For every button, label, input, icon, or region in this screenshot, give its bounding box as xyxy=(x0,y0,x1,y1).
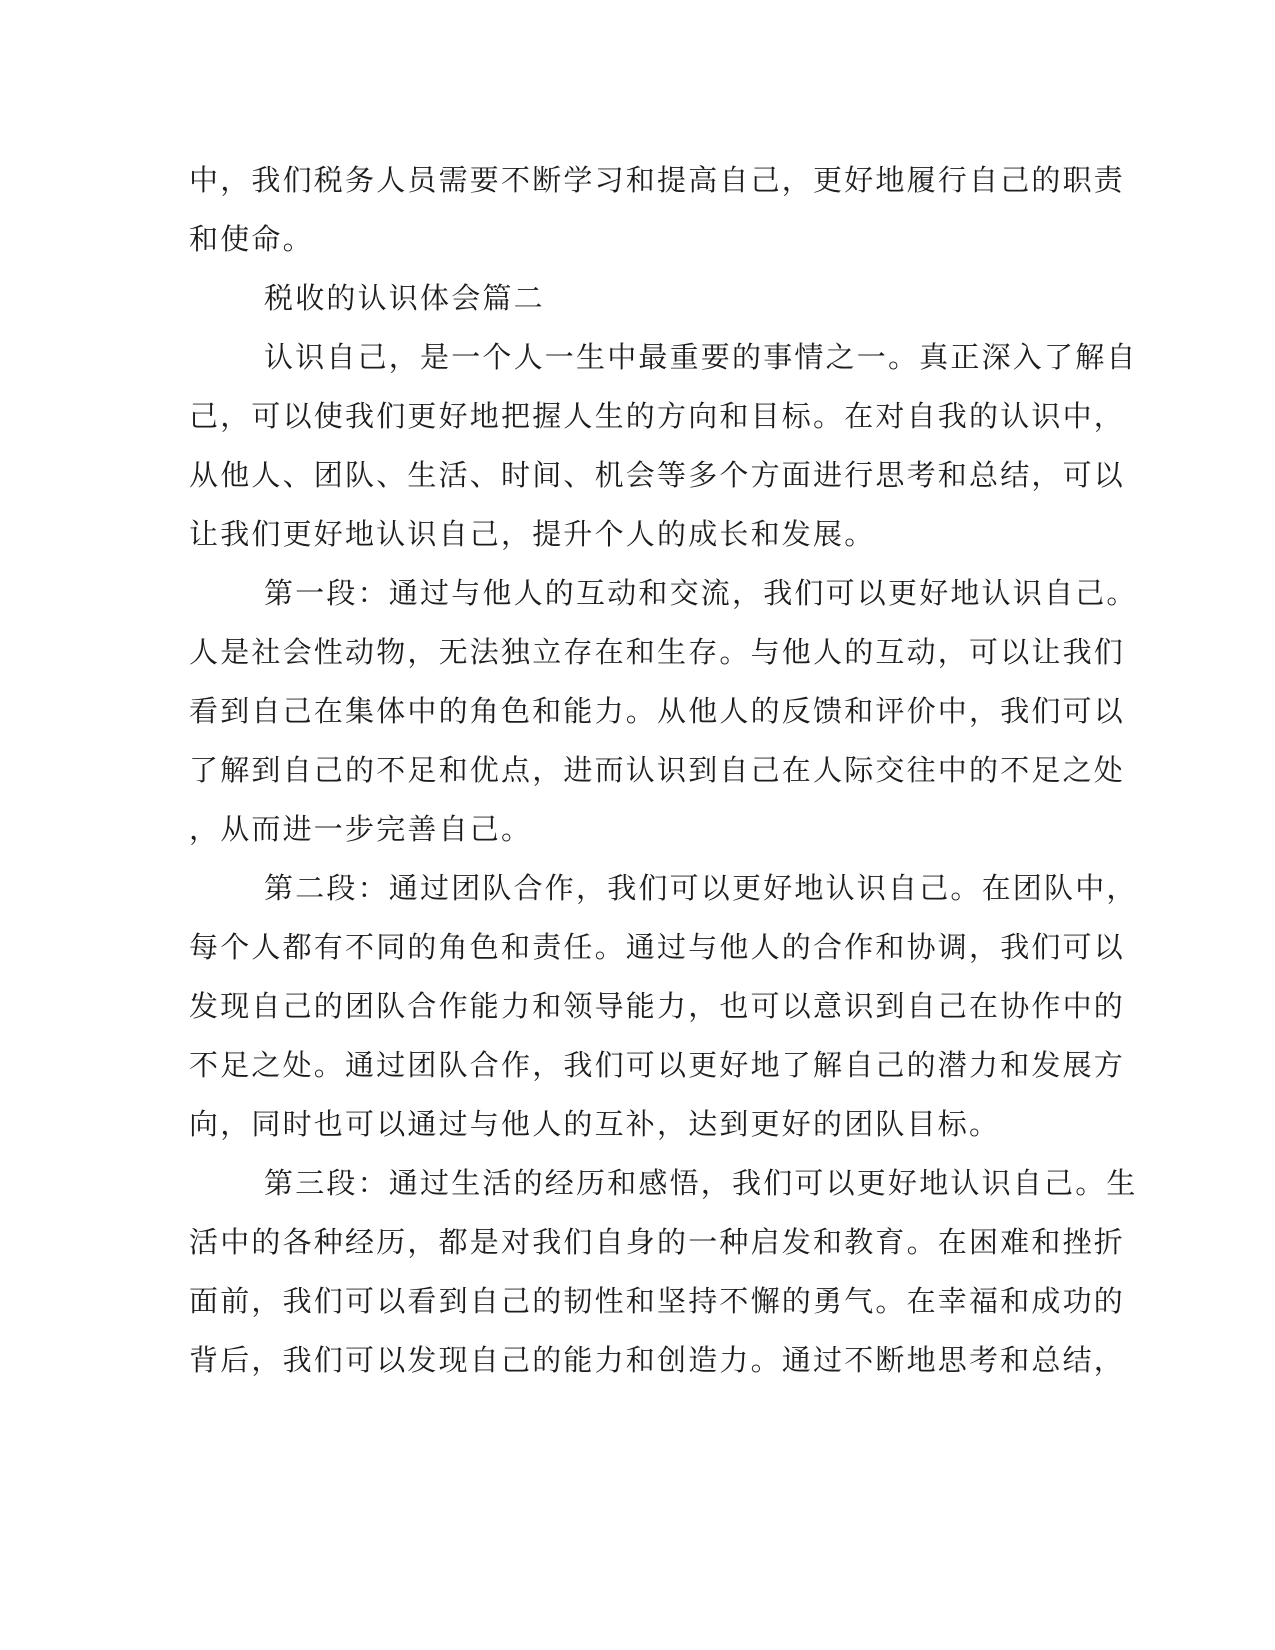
text-line: ，从而进一步完善自己。 xyxy=(189,812,533,846)
text-line: 和使命。 xyxy=(189,222,314,256)
text-line: 每个人都有不同的角色和责任。通过与他人的合作和协调，我们可以 xyxy=(189,930,1126,964)
text-line: 活中的各种经历，都是对我们自身的一种启发和教育。在困难和挫折 xyxy=(189,1225,1126,1259)
text-line: 认识自己，是一个人一生中最重要的事情之一。真正深入了解自 xyxy=(264,340,1138,374)
text-line: 背后，我们可以发现自己的能力和创造力。通过不断地思考和总结， xyxy=(189,1343,1126,1377)
section-heading: 税收的认识体会篇二 xyxy=(264,281,545,315)
text-line: 发现自己的团队合作能力和领导能力，也可以意识到自己在协作中的 xyxy=(189,989,1126,1023)
text-line: 第二段：通过团队合作，我们可以更好地认识自己。在团队中， xyxy=(264,871,1138,905)
text-line: 从他人、团队、生活、时间、机会等多个方面进行思考和总结，可以 xyxy=(189,458,1126,492)
text-line: 第三段：通过生活的经历和感悟，我们可以更好地认识自己。生 xyxy=(264,1166,1138,1200)
text-line: 中，我们税务人员需要不断学习和提高自己，更好地履行自己的职责 xyxy=(189,163,1126,197)
text-line: 让我们更好地认识自己，提升个人的成长和发展。 xyxy=(189,517,876,551)
text-line: 面前，我们可以看到自己的韧性和坚持不懈的勇气。在幸福和成功的 xyxy=(189,1284,1126,1318)
text-line: 人是社会性动物，无法独立存在和生存。与他人的互动，可以让我们 xyxy=(189,635,1126,669)
text-line: 不足之处。通过团队合作，我们可以更好地了解自己的潜力和发展方 xyxy=(189,1048,1126,1082)
text-line: 看到自己在集体中的角色和能力。从他人的反馈和评价中，我们可以 xyxy=(189,694,1126,728)
text-line: 向，同时也可以通过与他人的互补，达到更好的团队目标。 xyxy=(189,1107,1001,1141)
text-line: 第一段：通过与他人的互动和交流，我们可以更好地认识自己。 xyxy=(264,576,1138,610)
text-line: 己，可以使我们更好地把握人生的方向和目标。在对自我的认识中， xyxy=(189,399,1126,433)
text-line: 了解到自己的不足和优点，进而认识到自己在人际交往中的不足之处 xyxy=(189,753,1126,787)
